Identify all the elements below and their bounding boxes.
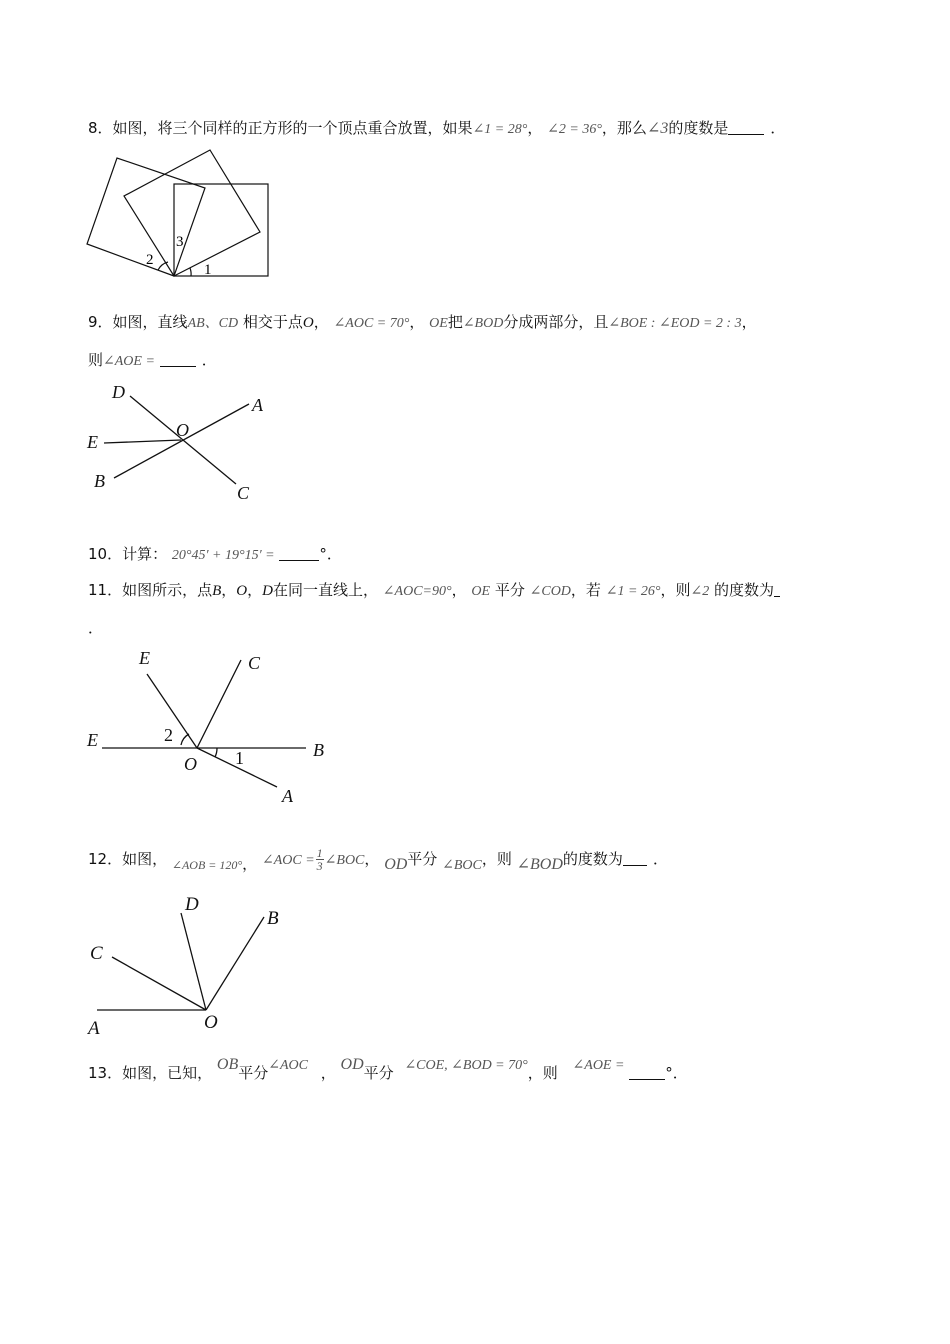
fraction-numerator: 1 [316, 846, 323, 860]
question-number: 13 [88, 1064, 108, 1082]
math-expression: ∠AOC = [261, 853, 315, 868]
punctuation: ， [409, 313, 425, 331]
ray-OC [112, 957, 206, 1010]
point-label-E: E [87, 432, 98, 452]
point-label-B: B [267, 908, 279, 929]
question-text: ．计算： [107, 545, 168, 563]
punctuation: °． [665, 1064, 688, 1082]
point-label-C: C [248, 653, 261, 673]
point-label-A: A [282, 786, 293, 806]
punctuation: ， [242, 855, 258, 873]
ray-OE [104, 440, 181, 443]
question-8-text [88, 118, 785, 140]
question-number: 10 [88, 545, 108, 563]
math-expression: OB [216, 1056, 239, 1073]
question-number: 8 [88, 119, 98, 137]
question-9-text [88, 312, 757, 334]
point-label-E-left: E [87, 730, 98, 750]
math-expression: OD [340, 1056, 364, 1073]
answer-blank[interactable] [279, 546, 319, 561]
figure-three-squares [84, 148, 274, 282]
math-expression: ∠COE, ∠BOD = 70° [404, 1058, 528, 1073]
answer-blank[interactable] [728, 120, 764, 135]
question-text: ，则 [481, 850, 512, 868]
point-label-B: B [94, 471, 105, 491]
math-expression: ∠1 = 28° [472, 122, 528, 137]
question-13-text [88, 1058, 688, 1088]
question-text: ，则 [660, 581, 691, 599]
point-label-O: O [184, 754, 197, 774]
math-expression: ∠BOD [462, 316, 504, 331]
point-label-D: D [185, 894, 199, 915]
question-text: 的度数为 [714, 581, 775, 599]
punctuation: ． [652, 850, 668, 868]
question-text: ，那么 [601, 119, 647, 137]
answer-blank[interactable] [629, 1065, 665, 1080]
question-text: ．如图，已知， [107, 1064, 213, 1082]
question-text: 相交于点 [242, 313, 303, 331]
math-expression: ∠AOC=90° [382, 584, 452, 599]
angle-arc-1 [215, 748, 217, 757]
question-text: ．如图，将三个同样的正方形的一个顶点重合放置，如果 [97, 119, 473, 137]
point-label-C: C [237, 483, 250, 503]
angle-label-1: 1 [235, 748, 244, 768]
angle-label-2: 2 [164, 725, 173, 745]
question-text: 的度数为 [562, 850, 623, 868]
math-expression: ∠2 [690, 584, 710, 599]
point-label-O: O [176, 420, 189, 440]
ray-OC [197, 660, 241, 748]
math-expression: ∠AOB = 120° [171, 858, 243, 872]
math-expression: ∠AOE = [572, 1058, 625, 1073]
punctuation: °． [319, 545, 342, 563]
square-upright [174, 184, 268, 276]
answer-blank[interactable] [774, 582, 780, 597]
ray-OB [206, 917, 264, 1010]
angle-arc-1 [190, 268, 191, 276]
angle-label-1: 1 [204, 262, 212, 278]
fraction-one-third [316, 847, 324, 872]
figure-intersecting-lines [84, 380, 284, 504]
angle-arc-2 [181, 734, 189, 745]
question-text: ，若 [570, 581, 601, 599]
question-number: 9 [88, 313, 98, 331]
punctuation: ， [364, 850, 380, 868]
fraction-denominator: 3 [316, 859, 323, 873]
question-number: 11 [88, 581, 108, 599]
point-label-C: C [90, 943, 103, 964]
math-expression: ∠BOD [516, 856, 563, 873]
question-11-end [88, 618, 103, 638]
answer-blank[interactable] [160, 352, 196, 367]
point-label-E-upper: E [139, 648, 150, 668]
math-expression: OE [471, 584, 491, 599]
question-9-answer-line [88, 350, 217, 372]
math-expression: B [212, 583, 222, 599]
question-text: 把 [447, 313, 463, 331]
punctuation: ， [221, 581, 237, 599]
point-label-O: O [204, 1012, 218, 1033]
math-expression: D [262, 583, 273, 599]
question-text: 分成两部分，且 [503, 313, 609, 331]
question-12-text [88, 846, 668, 880]
math-expression: ∠BOC [324, 853, 365, 868]
figure-angle-bisector [84, 644, 344, 812]
question-text: ．如图， [107, 850, 168, 868]
question-11-text [88, 580, 780, 602]
punctuation: ． [88, 619, 104, 637]
math-expression: ∠2 = 36° [547, 122, 602, 137]
question-text: 平分 [363, 1064, 394, 1082]
punctuation: ． [201, 351, 217, 369]
math-expression: ∠BOE : ∠EOD = 2 : 3 [608, 316, 742, 331]
point-label-D: D [112, 382, 125, 402]
math-expression: OD [384, 856, 408, 873]
question-text: 的度数是 [668, 119, 729, 137]
math-expression: ∠3 [646, 120, 669, 137]
math-expression: O [236, 583, 248, 599]
question-text: ，则 [527, 1064, 558, 1082]
punctuation: ． [770, 119, 786, 137]
angle-label-2: 2 [146, 252, 154, 268]
question-text: 平分 [238, 1064, 269, 1082]
punctuation: ， [247, 581, 263, 599]
math-expression: OE [429, 316, 448, 331]
question-text: 平分 [407, 850, 438, 868]
punctuation: ， [313, 313, 329, 331]
punctuation: ， [320, 1064, 336, 1082]
punctuation: ， [741, 313, 757, 331]
square-middle [124, 150, 260, 276]
question-number: 12 [88, 850, 108, 868]
point-label-A: A [88, 1018, 100, 1039]
math-expression: ∠1 = 26° [605, 584, 661, 599]
angle-label-3: 3 [176, 234, 184, 250]
question-10-text [88, 544, 342, 566]
math-expression: 20°45′ + 19°15′ = [171, 548, 275, 563]
math-expression: O [302, 315, 314, 331]
line-BA [114, 404, 249, 478]
math-expression: ∠AOE = [103, 354, 155, 369]
question-text: 则 [88, 351, 104, 369]
ray-OD [181, 913, 206, 1010]
question-text: ．如图，直线 [97, 313, 188, 331]
answer-blank[interactable] [623, 851, 647, 866]
question-text: 在同一直线上， [273, 581, 379, 599]
math-expression: ∠BOC [442, 858, 482, 873]
question-text: ．如图所示，点 [107, 581, 213, 599]
question-text: 平分 [494, 581, 525, 599]
point-label-B: B [313, 740, 324, 760]
math-expression: ∠AOC [268, 1058, 308, 1073]
math-expression: AB、CD [187, 316, 239, 331]
math-expression: ∠COD [529, 584, 571, 599]
figure-rays-from-O [84, 890, 294, 1040]
math-expression: ∠AOC = 70° [333, 316, 410, 331]
punctuation: ， [527, 119, 543, 137]
punctuation: ， [451, 581, 467, 599]
point-label-A: A [252, 395, 263, 415]
